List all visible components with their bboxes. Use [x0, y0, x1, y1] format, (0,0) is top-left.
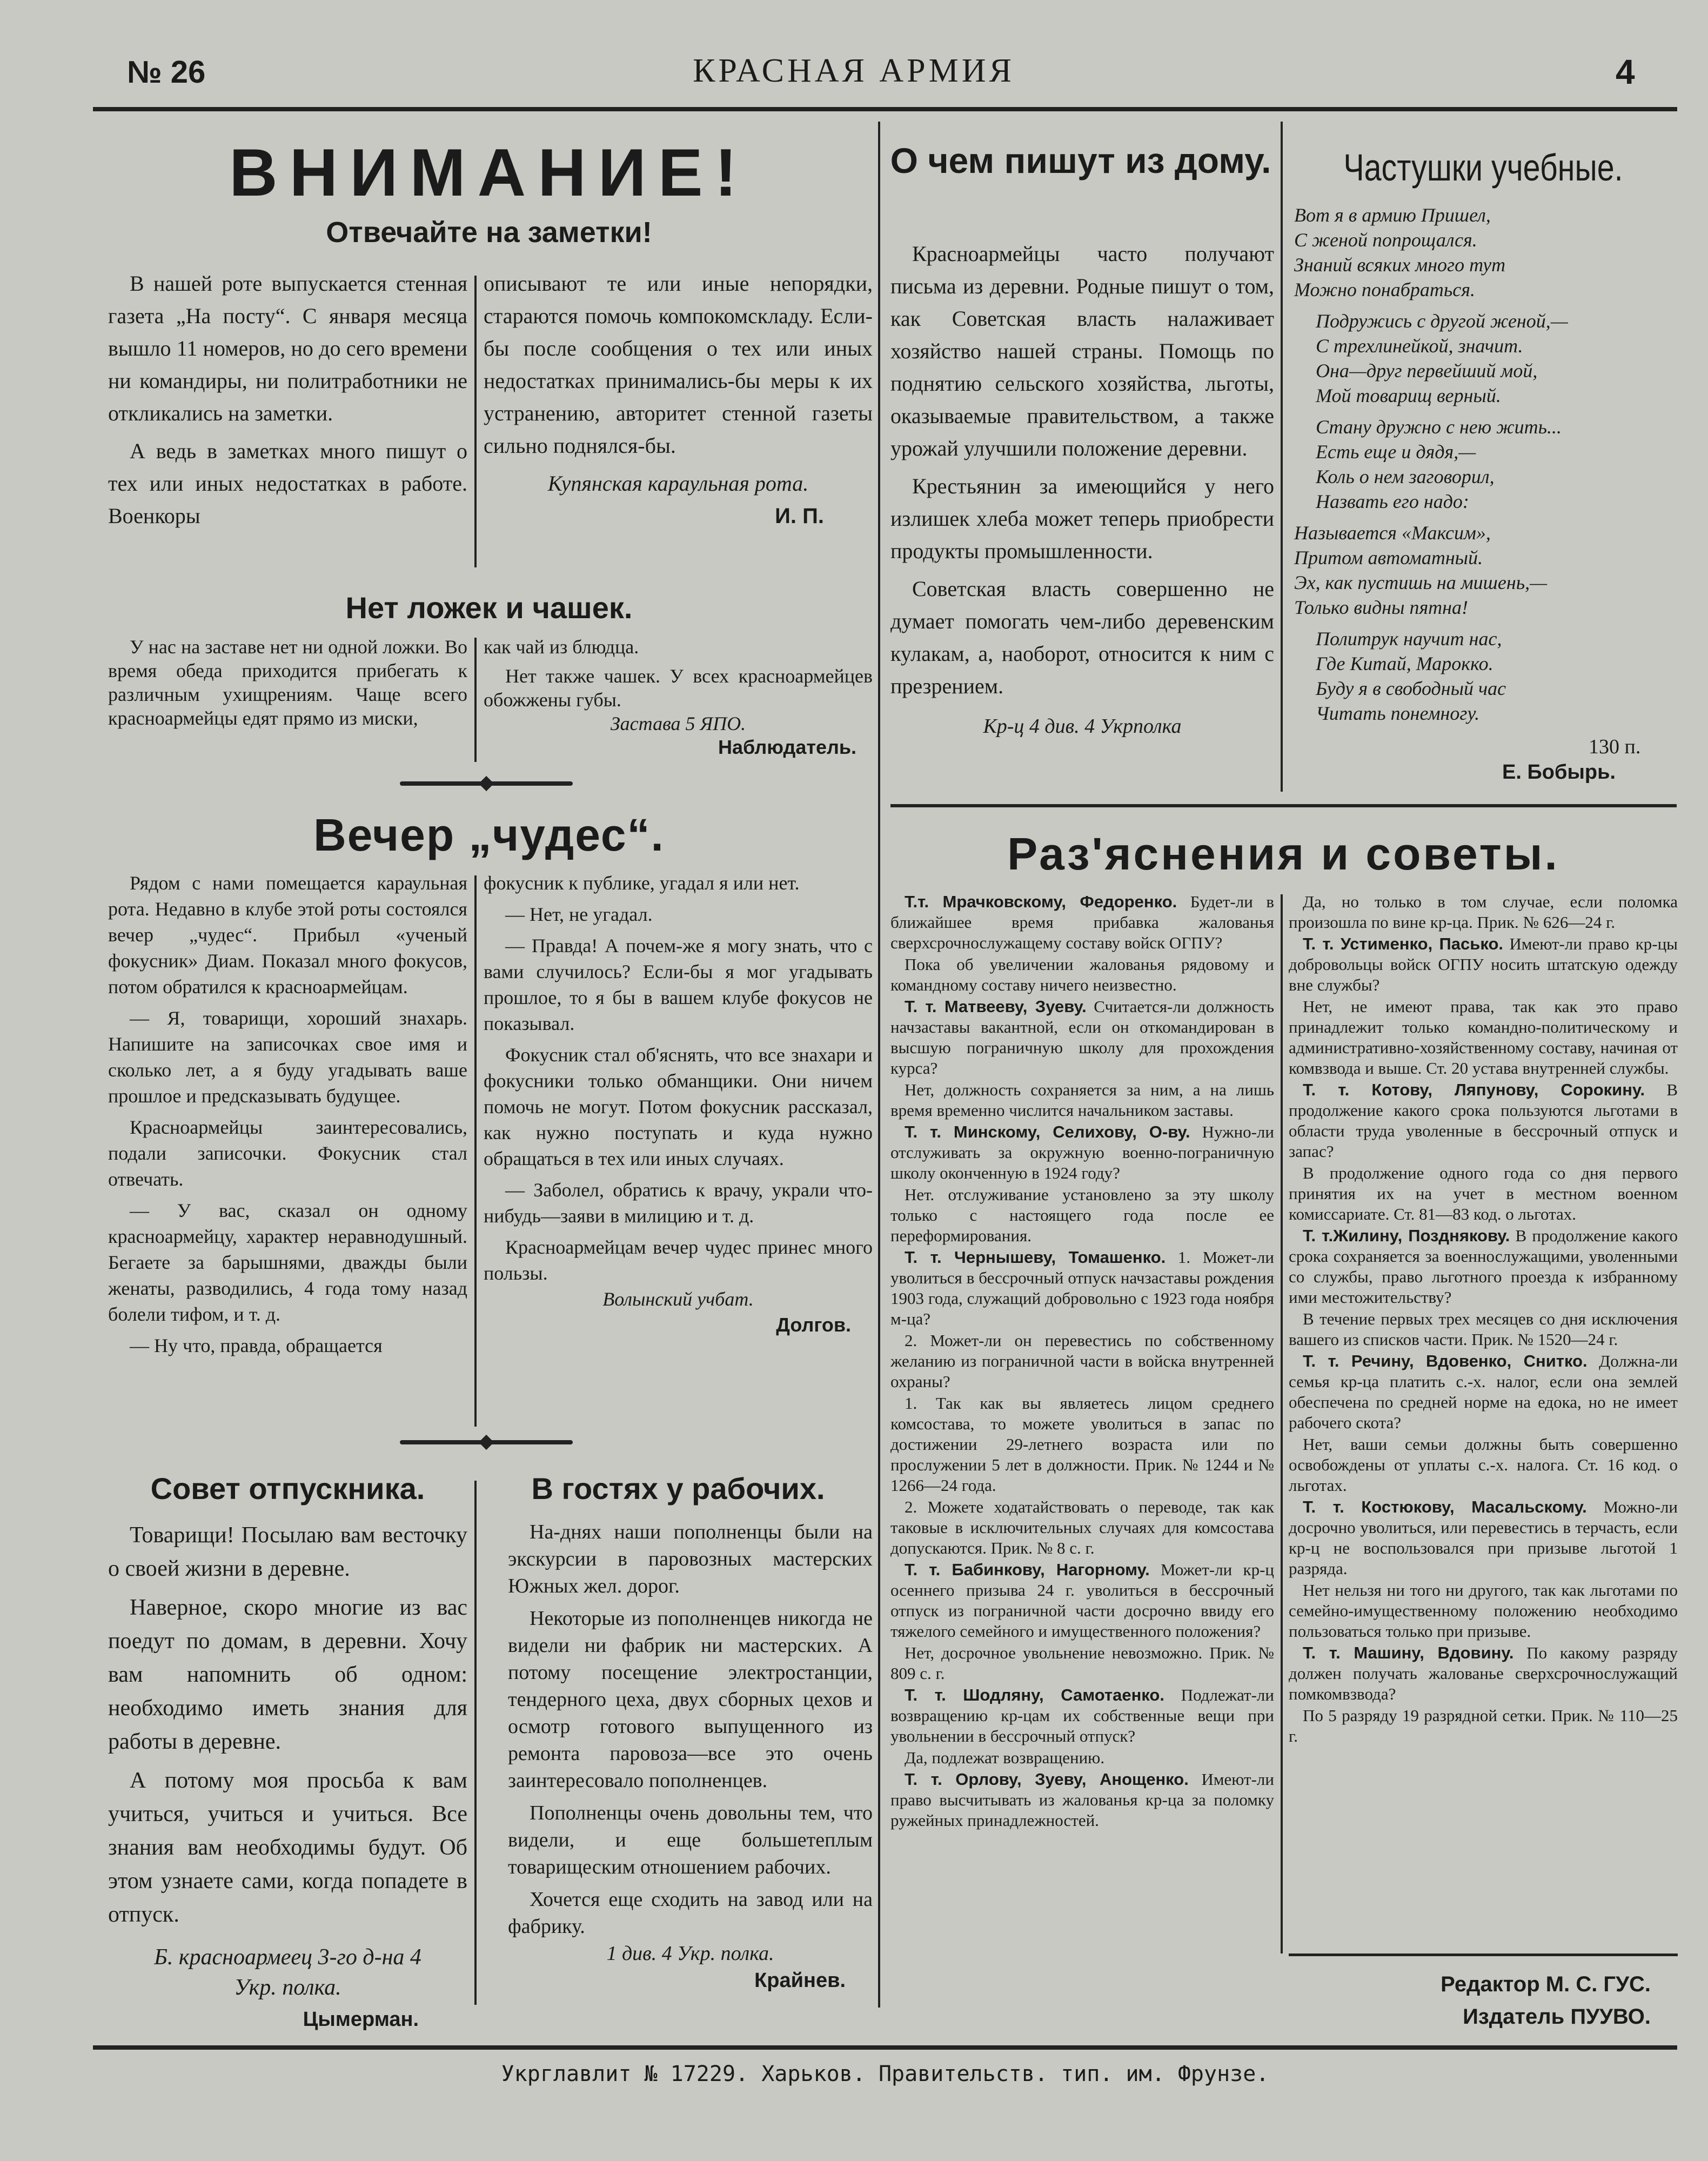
footer-rule [93, 2045, 1677, 2050]
explanations-left-column [890, 892, 1274, 1832]
column-divider [878, 122, 880, 2008]
qa-item [890, 1122, 1274, 1183]
column-divider [1281, 894, 1283, 1953]
home-paragraph: Крестьянин за имеющийся у него излишек хлеба может теперь приобрести продукты промышленности. [890, 474, 1274, 563]
qa-text: В продолжение какого срока сохраняется за военнослужащими, уволенными со службы, право льготного проезда к избранному ими местожительству? [1289, 1226, 1678, 1307]
section-rule [890, 804, 1677, 807]
poem-stanza [1294, 414, 1672, 514]
qa-text: 2. Можете ходатайствовать о переводе, так как таковые в исключительных случаях для комсостава допускаются. Прик. № 8 с. г. [890, 1497, 1274, 1557]
explanations-headline: Раз'яснения и советы. [1007, 828, 1559, 879]
spoons-author: Наблюдатель. [718, 736, 856, 758]
attention-headline: ВНИМАНИЕ! [229, 136, 749, 210]
poem-line: Подружись с другой женой,— [1316, 310, 1568, 332]
poem-line: Назвать его надо: [1316, 491, 1469, 512]
spoons-place: Застава 5 ЯПО. [610, 713, 746, 734]
poem-stanza [1294, 520, 1672, 620]
column-divider [474, 638, 477, 762]
qa-text: Имеют-ли право высчитывать из жалованья кр-ца за поломку ружейных принадлежностей. [890, 1770, 1274, 1830]
advice-headline: Совет отпускника. [150, 1471, 425, 1506]
attention-article [108, 138, 870, 251]
qa-text: Нет нельзя ни того ни другого, так как льготами по семейно-имущественному положению необходимо пользоваться только при призыве. [1289, 1581, 1678, 1641]
poem-line: Притом автоматный. [1294, 547, 1483, 568]
qa-item [890, 1247, 1274, 1329]
qa-addressee: Т. т. Чернышеву, Томашенко. [905, 1248, 1166, 1267]
qa-item [890, 1185, 1274, 1246]
qa-item [1289, 1309, 1678, 1350]
miracles-paragraph: Фокусник стал об'яснять, что все знахари и фокусники только обманщики. Они ничем помочь не могут. Потом фокусник рассказал, как нужно поступать и куда нужно обращаться в тех или иных случаях. [484, 1044, 873, 1169]
miracles-right-column [484, 870, 873, 1338]
qa-addressee: Т. т. Котову, Ляпунову, Сорокину. [1303, 1080, 1645, 1099]
section-divider-ornament [400, 781, 573, 786]
poem-stanza [1294, 626, 1672, 726]
qa-item [890, 1080, 1274, 1121]
qa-item [1289, 1643, 1678, 1704]
miracles-paragraph: — У вас, сказал он одному красноармейцу, характер неравнодушный. Бегаете за барышнями, дважды были женаты, разводились, 4 года тому назад болели тифом, и т. д. [108, 1200, 467, 1325]
qa-item [890, 1748, 1274, 1768]
miracles-paragraph: — Я, товарищи, хороший знахарь. Напишите на записочках свое имя и сколько лет, а я буду угадывать ваше прошлое и предсказывать будущее. [108, 1007, 467, 1107]
qa-text: Нет. отслуживание установлено за эту школу только с настоящего года после ее переформирования. [890, 1185, 1274, 1245]
spoons-paragraph: как чай из блюдца. [484, 636, 639, 658]
qa-addressee: Т. т. Костюкову, Масальскому. [1303, 1497, 1587, 1516]
qa-text: Считается-ли должность начзаставы вакантной, если он откомандирован в высшую пограничную школу для прохождения курса? [890, 997, 1275, 1078]
miracles-paragraph: — Заболел, обратись к врачу, украли что-нибудь—заяви в милицию и т. д. [484, 1179, 873, 1227]
attention-paragraph: В нашей роте выпускается стенная газета „На посту“. С января месяца вышло 11 номеров, но до сего времени ни командиры, ни политработники не откликались на заметки. [108, 271, 467, 425]
chastushki-poem [1294, 203, 1672, 732]
home-paragraph: Советская власть совершенно не думает помогать чем-либо деревенским кулакам, а, наоборот, относится к ним с презрением. [890, 577, 1274, 698]
attention-left-column [108, 267, 467, 538]
qa-item [890, 1330, 1274, 1392]
qa-text: 1. Так как вы являетесь лицом среднего комсостава, то можете уволиться в запас по достижении 29-летнего возраста или по прослужении 5 лет в должности. Прик. № 1244 и № 1266—24 года. [890, 1394, 1274, 1495]
qa-text: Пока об увеличении жалованья рядовому и командному составу ничего неизвестно. [890, 955, 1274, 994]
qa-item [1289, 1351, 1678, 1433]
home-headline: О чем пишут из дому. [890, 141, 1271, 180]
advice-author: Цымерман. [303, 2008, 419, 2031]
poem-line: Мой товарищ верный. [1316, 385, 1501, 406]
workers-place: 1 див. 4 Укр. полка. [606, 1942, 774, 1965]
workers-body [508, 1518, 873, 1994]
poem-line: С трехлинейкой, значит. [1316, 335, 1523, 357]
spoons-paragraph: У нас на заставе нет ни одной ложки. Во время обеда приходится прибегать к различным ухищрениям. Чаще всего красноармейцы едят прямо из миски, [108, 636, 467, 729]
poem-line: Политрук научит нас, [1316, 628, 1502, 650]
home-body [890, 238, 1274, 742]
spoons-headline: Нет ложек и чашек. [345, 591, 633, 625]
qa-item [1289, 1497, 1678, 1579]
attention-subhead: Отвечайте на заметки! [326, 216, 652, 249]
qa-item [1289, 1434, 1678, 1496]
miracles-paragraph: Рядом с нами помещается караульная рота. Недавно в клубе этой роты состоялся вечер „чудес“. Прибыл «ученый фокусник» Диам. Показал много фокусов, потом обратился к красноармейцам. [108, 872, 467, 998]
qa-text: По какому разряду должен получать жалованье сверхсрочнослужащий помкомвзвода? [1289, 1643, 1678, 1703]
spoons-right-column [484, 635, 873, 759]
poem-line: Есть еще и дядя,— [1316, 441, 1476, 463]
masthead-rule [93, 107, 1677, 111]
workers-paragraph: Пополненцы очень довольны тем, что видели, и еще большетеплым товарищеским отношением рабочих. [508, 1802, 873, 1878]
qa-item [1289, 996, 1678, 1079]
column-divider [474, 276, 477, 567]
qa-item [890, 1685, 1274, 1747]
issue-number: № 26 [127, 55, 206, 90]
qa-text: В продолжение одного года со дня первого принятия их на учет в местном военном комиссариате. Ст. 81—83 код. о льготах. [1289, 1163, 1678, 1223]
chastushki-headline: Частушки учебные. [1343, 146, 1623, 189]
qa-addressee: Т. т. Бабинкову, Нагорному. [905, 1560, 1150, 1579]
column-divider [1281, 122, 1283, 792]
qa-item [1289, 1705, 1678, 1747]
miracles-paragraph: фокусник к публике, угадал я или нет. [484, 872, 800, 894]
advice-paragraph: А потому моя просьба к вам учиться, учиться и учиться. Все знания вам необходимы будут. Об этом узнаете сами, когда попадете в отпуск. [108, 1768, 467, 1927]
qa-addressee: Т. т. Шодляну, Самотаенко. [905, 1685, 1164, 1704]
attention-paragraph: А ведь в заметках много пишут о тех или иных недостатках в работе. Военкоры [108, 439, 467, 528]
miracles-paragraph: Красноармейцам вечер чудес принес много пользы. [484, 1236, 873, 1284]
qa-addressee: Т. т. Машину, Вдовину. [1303, 1643, 1514, 1662]
qa-text: Да, подлежат возвращению. [905, 1748, 1105, 1767]
qa-item [1289, 1163, 1678, 1225]
qa-item [890, 1497, 1274, 1558]
qa-addressee: Т. т. Орлову, Зуеву, Анощенко. [905, 1770, 1189, 1789]
qa-addressee: Т.т. Мрачковскому, Федоренко. [905, 892, 1177, 911]
qa-text: Может-ли кр-ц осеннего призыва 24 г. уволиться в бессрочный отпуск из пограничной части досрочно ввиду его тяжелого семейного и имущественного положения? [890, 1560, 1274, 1641]
qa-text: В течение первых трех месяцев со дня исключения вашего из списков части. Прик. № 1520—24 г. [1289, 1309, 1678, 1349]
advice-place: Б. красноармеец 3-го д-на 4 Укр. полка. [154, 1945, 421, 2000]
poem-line: Эх, как пустишь на мишень,— [1294, 572, 1548, 593]
qa-item [1289, 892, 1678, 933]
poem-stanza [1294, 309, 1672, 408]
footer-imprint: Укрглавлит № 17229. Харьков. Правительств. тип. им. Фрунзе. [501, 2062, 1269, 2086]
qa-text: Нужно-ли отслуживать за окружную военно-пограничную школу оконченную в 1924 году? [890, 1122, 1274, 1182]
spoons-left-column [108, 635, 467, 735]
qa-item [1289, 934, 1678, 995]
miracles-paragraph: — Ну что, правда, обращается [130, 1335, 383, 1356]
advice-body [108, 1518, 467, 2036]
qa-item [890, 1769, 1274, 1831]
qa-text: Должна-ли семья кр-ца платить с.-х. налог, если она землей обеспечена по средней норме на едока, но не имеет рабочего скота? [1289, 1352, 1678, 1432]
miracles-place: Волынский учбат. [602, 1288, 754, 1310]
section-divider-ornament [400, 1440, 573, 1444]
advice-paragraph: Товарищи! Посылаю вам весточку о своей жизни в деревне. [108, 1523, 467, 1581]
page-number: 4 [1616, 52, 1635, 91]
qa-text: Подлежат-ли возвращению кр-цам их собственные вещи при увольнении в бессрочный отпуск? [890, 1685, 1274, 1745]
poem-line: Буду я в свободный час [1316, 678, 1506, 699]
qa-text: 2. Может-ли он перевестись по собственному желанию из пограничной части в войска внутренней охраны? [890, 1331, 1274, 1391]
qa-text: Имеют-ли право кр-цы добровольцы войск ОГПУ носить штатскую одежду вне службы? [1289, 934, 1678, 994]
qa-text: В продолжение какого срока пользуются льготами в области труда уволенные в бессрочный отпуск и запас? [1289, 1080, 1678, 1161]
workers-headline: В гостях у рабочих. [531, 1471, 825, 1506]
chastushki-unit: 130 п. [1589, 735, 1641, 758]
poem-line: Стану дружно с нею жить... [1316, 416, 1562, 438]
qa-item [890, 892, 1274, 953]
poem-line: Знаний всяких много тут [1294, 254, 1506, 276]
attention-place: Купянская караульная рота. [547, 471, 809, 496]
qa-item [890, 954, 1274, 995]
miracles-left-column [108, 870, 467, 1364]
qa-text: Можно-ли досрочно уволиться, или перевестись в терчасть, если кр-ц не воспользовался при призыве льготой 1 разряда. [1289, 1497, 1678, 1578]
poem-line: Называется «Максим», [1294, 522, 1491, 544]
miracles-headline: Вечер „чудес“. [313, 809, 665, 860]
qa-text: Нет, ваши семьи должны быть совершенно освобождены от уплаты с.-х. налога. Ст. 16 код. о льготах. [1289, 1435, 1678, 1495]
qa-item [890, 1560, 1274, 1642]
advice-paragraph: Наверное, скоро многие из вас поедут по домам, в деревни. Хочу вам напомнить об одном: необходимо иметь знания для работы в деревне. [108, 1595, 467, 1754]
qa-addressee: Т. т. Матвееву, Зуеву. [905, 997, 1087, 1016]
chastushki-author: Е. Бобырь. [1502, 761, 1616, 784]
workers-author: Крайнев. [754, 1969, 846, 1992]
explanations-right-column [1289, 892, 1678, 1748]
editor-credit: Редактор М. С. ГУС. [1441, 1972, 1651, 1996]
poem-line: Только видны пятна! [1294, 597, 1469, 618]
workers-paragraph: Некоторые из пополненцев никогда не видели ни фабрик ни мастерских. А потому посещение электростанции, тендерного цеха, двух сборных цехов и осмотр готового выпущенного из ремонта паровоза—все это очень заинтересовало пополненцев. [508, 1607, 873, 1792]
poem-line: Коль о нем заговорил, [1316, 466, 1495, 487]
qa-text: 1. Может-ли уволиться в бессрочный отпуск начзаставы рождения 1903 года, служащий добровольно с 1923 года ноября м-ца? [890, 1248, 1274, 1328]
qa-item [890, 996, 1274, 1079]
qa-text: Нет, не имеют права, так как это право принадлежит только командно-политическому и административно-хозяйственному составу, начиная от комвзвода и выше. Ст. 20 устава внутренней службы. [1289, 997, 1678, 1078]
poem-stanza [1294, 203, 1672, 302]
qa-item [890, 1643, 1274, 1684]
attention-right-column [484, 267, 873, 532]
qa-item [1289, 1080, 1678, 1162]
qa-item [890, 1393, 1274, 1496]
attention-paragraph: описывают те или иные непорядки, стараются помочь компокомскладу. Если-бы после сообщения о тех или иных недостатках принимались-бы меры к их устранению, авторитет стенной газеты сильно поднялся-бы. [484, 271, 873, 458]
qa-text: Нет, досрочное увольнение невозможно. Прик. № 809 с. г. [890, 1643, 1274, 1683]
miracles-paragraph: Красноармейцы заинтересовались, подали записочки. Фокусник стал отвечать. [108, 1116, 467, 1190]
qa-addressee: Т. т. Минскому, Селихову, О-ву. [905, 1122, 1190, 1141]
poem-line: Можно понабраться. [1294, 279, 1475, 300]
qa-text: Нет, должность сохраняется за ним, а на лишь время временно числится начальником заставы. [890, 1080, 1274, 1120]
miracles-paragraph: — Правда! А почем-же я могу знать, что с вами случилось? Если-бы я мог угадывать прошлое, то я бы в вашем клубе фокусов не показывал. [484, 935, 873, 1034]
spoons-paragraph: Нет также чашек. У всех красноармейцев обожжены губы. [484, 665, 873, 711]
home-signature: Кр-ц 4 див. 4 Укрполка [983, 715, 1182, 738]
qa-item [1289, 1226, 1678, 1308]
workers-paragraph: Хочется еще сходить на завод или на фабрику. [508, 1888, 873, 1938]
qa-addressee: Т. т. Устименко, Пасько. [1303, 934, 1504, 953]
publisher-credit: Издатель ПУУВО. [1463, 2005, 1651, 2029]
miracles-author: Долгов. [776, 1314, 851, 1336]
qa-item [1289, 1580, 1678, 1642]
poem-line: С женой попрощался. [1294, 229, 1477, 251]
qa-addressee: Т. т. Речину, Вдовенко, Снитко. [1303, 1352, 1588, 1370]
newspaper-title: КРАСНАЯ АРМИЯ [693, 52, 1015, 89]
qa-addressee: Т. т.Жилину, Позднякову. [1303, 1226, 1510, 1245]
poem-line: Читать понемногу. [1316, 703, 1480, 724]
qa-text: Будет-ли в ближайшее время прибавка жалованья сверхсрочнослужащему составу войск ОГПУ? [890, 892, 1274, 952]
column-divider [474, 875, 477, 1427]
home-paragraph: Красноармейцы часто получают письма из деревни. Родные пишут о том, как Советская власть налаживает хозяйство нашей страны. Помощь по поднятию сельского хозяйства, льготы, оказываемые правительством, а также урожай улучшили положение деревни. [890, 242, 1274, 460]
qa-text: Да, но только в том случае, если поломка произошла по вине кр-ца. Прик. № 626—24 г. [1289, 892, 1678, 932]
column-divider [474, 1481, 477, 2005]
workers-paragraph: На-днях наши пополненцы были на экскурсии в паровозных мастерских Южных жел. дорог. [508, 1521, 873, 1597]
attention-author: И. П. [775, 504, 824, 528]
section-rule [1289, 1953, 1678, 1956]
poem-line: Она—друг первейший мой, [1316, 360, 1538, 382]
miracles-paragraph: — Нет, не угадал. [505, 904, 653, 925]
qa-text: По 5 разряду 19 разрядной сетки. Прик. № 110—25 г. [1289, 1706, 1678, 1745]
poem-line: Где Китай, Марокко. [1316, 653, 1493, 674]
poem-line: Вот я в армию Пришел, [1294, 204, 1491, 226]
